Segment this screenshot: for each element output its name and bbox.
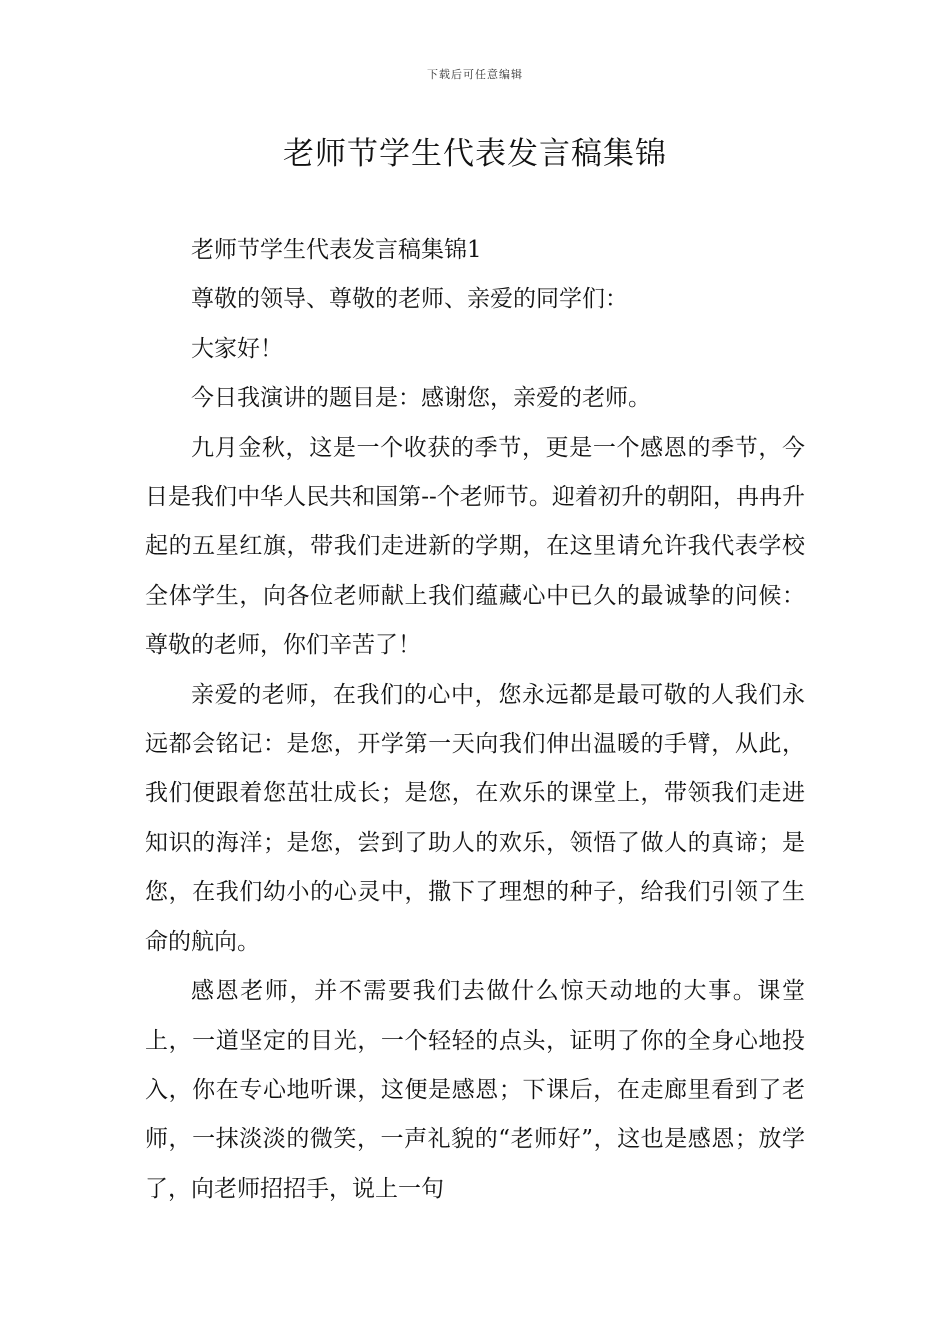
paragraph-subtitle: 老师节学生代表发言稿集锦1 bbox=[191, 237, 482, 263]
paragraph-greeting: 大家好！ bbox=[191, 335, 283, 362]
document-title: 老师节学生代表发言稿集锦 bbox=[283, 136, 667, 172]
paragraph-body: 九月金秋，这是一个收获的季节，更是一个感恩的季节，今日是我们中华人民共和国第--个老师节。迎着初升的朝阳，冉冉升起的五星红旗，带我们走进新的学期，在这里请允许我代表学校全体学生，向各位老师献上我们蕴藏心中已久的最诚挚的问候：尊敬的老师，你们辛苦了！ bbox=[145, 434, 805, 659]
paragraph-salutation: 尊敬的领导、尊敬的老师、亲爱的同学们： bbox=[191, 286, 628, 313]
paragraph-topic: 今日我演讲的题目是：感谢您，亲爱的老师。 bbox=[191, 385, 651, 412]
document-body bbox=[145, 226, 805, 1214]
paragraph-body: 感恩老师，并不需要我们去做什么惊天动地的大事。课堂上，一道坚定的目光，一个轻轻的点头，证明了你的全身心地投入，你在专心地听课，这便是感恩；下课后，在走廊里看到了老师，一抹淡淡的微笑，一声礼貌的“老师好”，这也是感恩；放学了，向老师招招手，说上一句 bbox=[145, 978, 805, 1202]
paragraph-body: 亲爱的老师，在我们的心中，您永远都是最可敬的人我们永远都会铭记：是您，开学第一天向我们伸出温暖的手臂，从此，我们便跟着您茁壮成长；是您，在欢乐的课堂上，带领我们走进知识的海洋；是您，尝到了助人的欢乐，领悟了做人的真谛；是您，在我们幼小的心灵中，撒下了理想的种子，给我们引领了生命的航向。 bbox=[145, 681, 805, 955]
header-note: 下载后可任意编辑 bbox=[427, 68, 523, 81]
